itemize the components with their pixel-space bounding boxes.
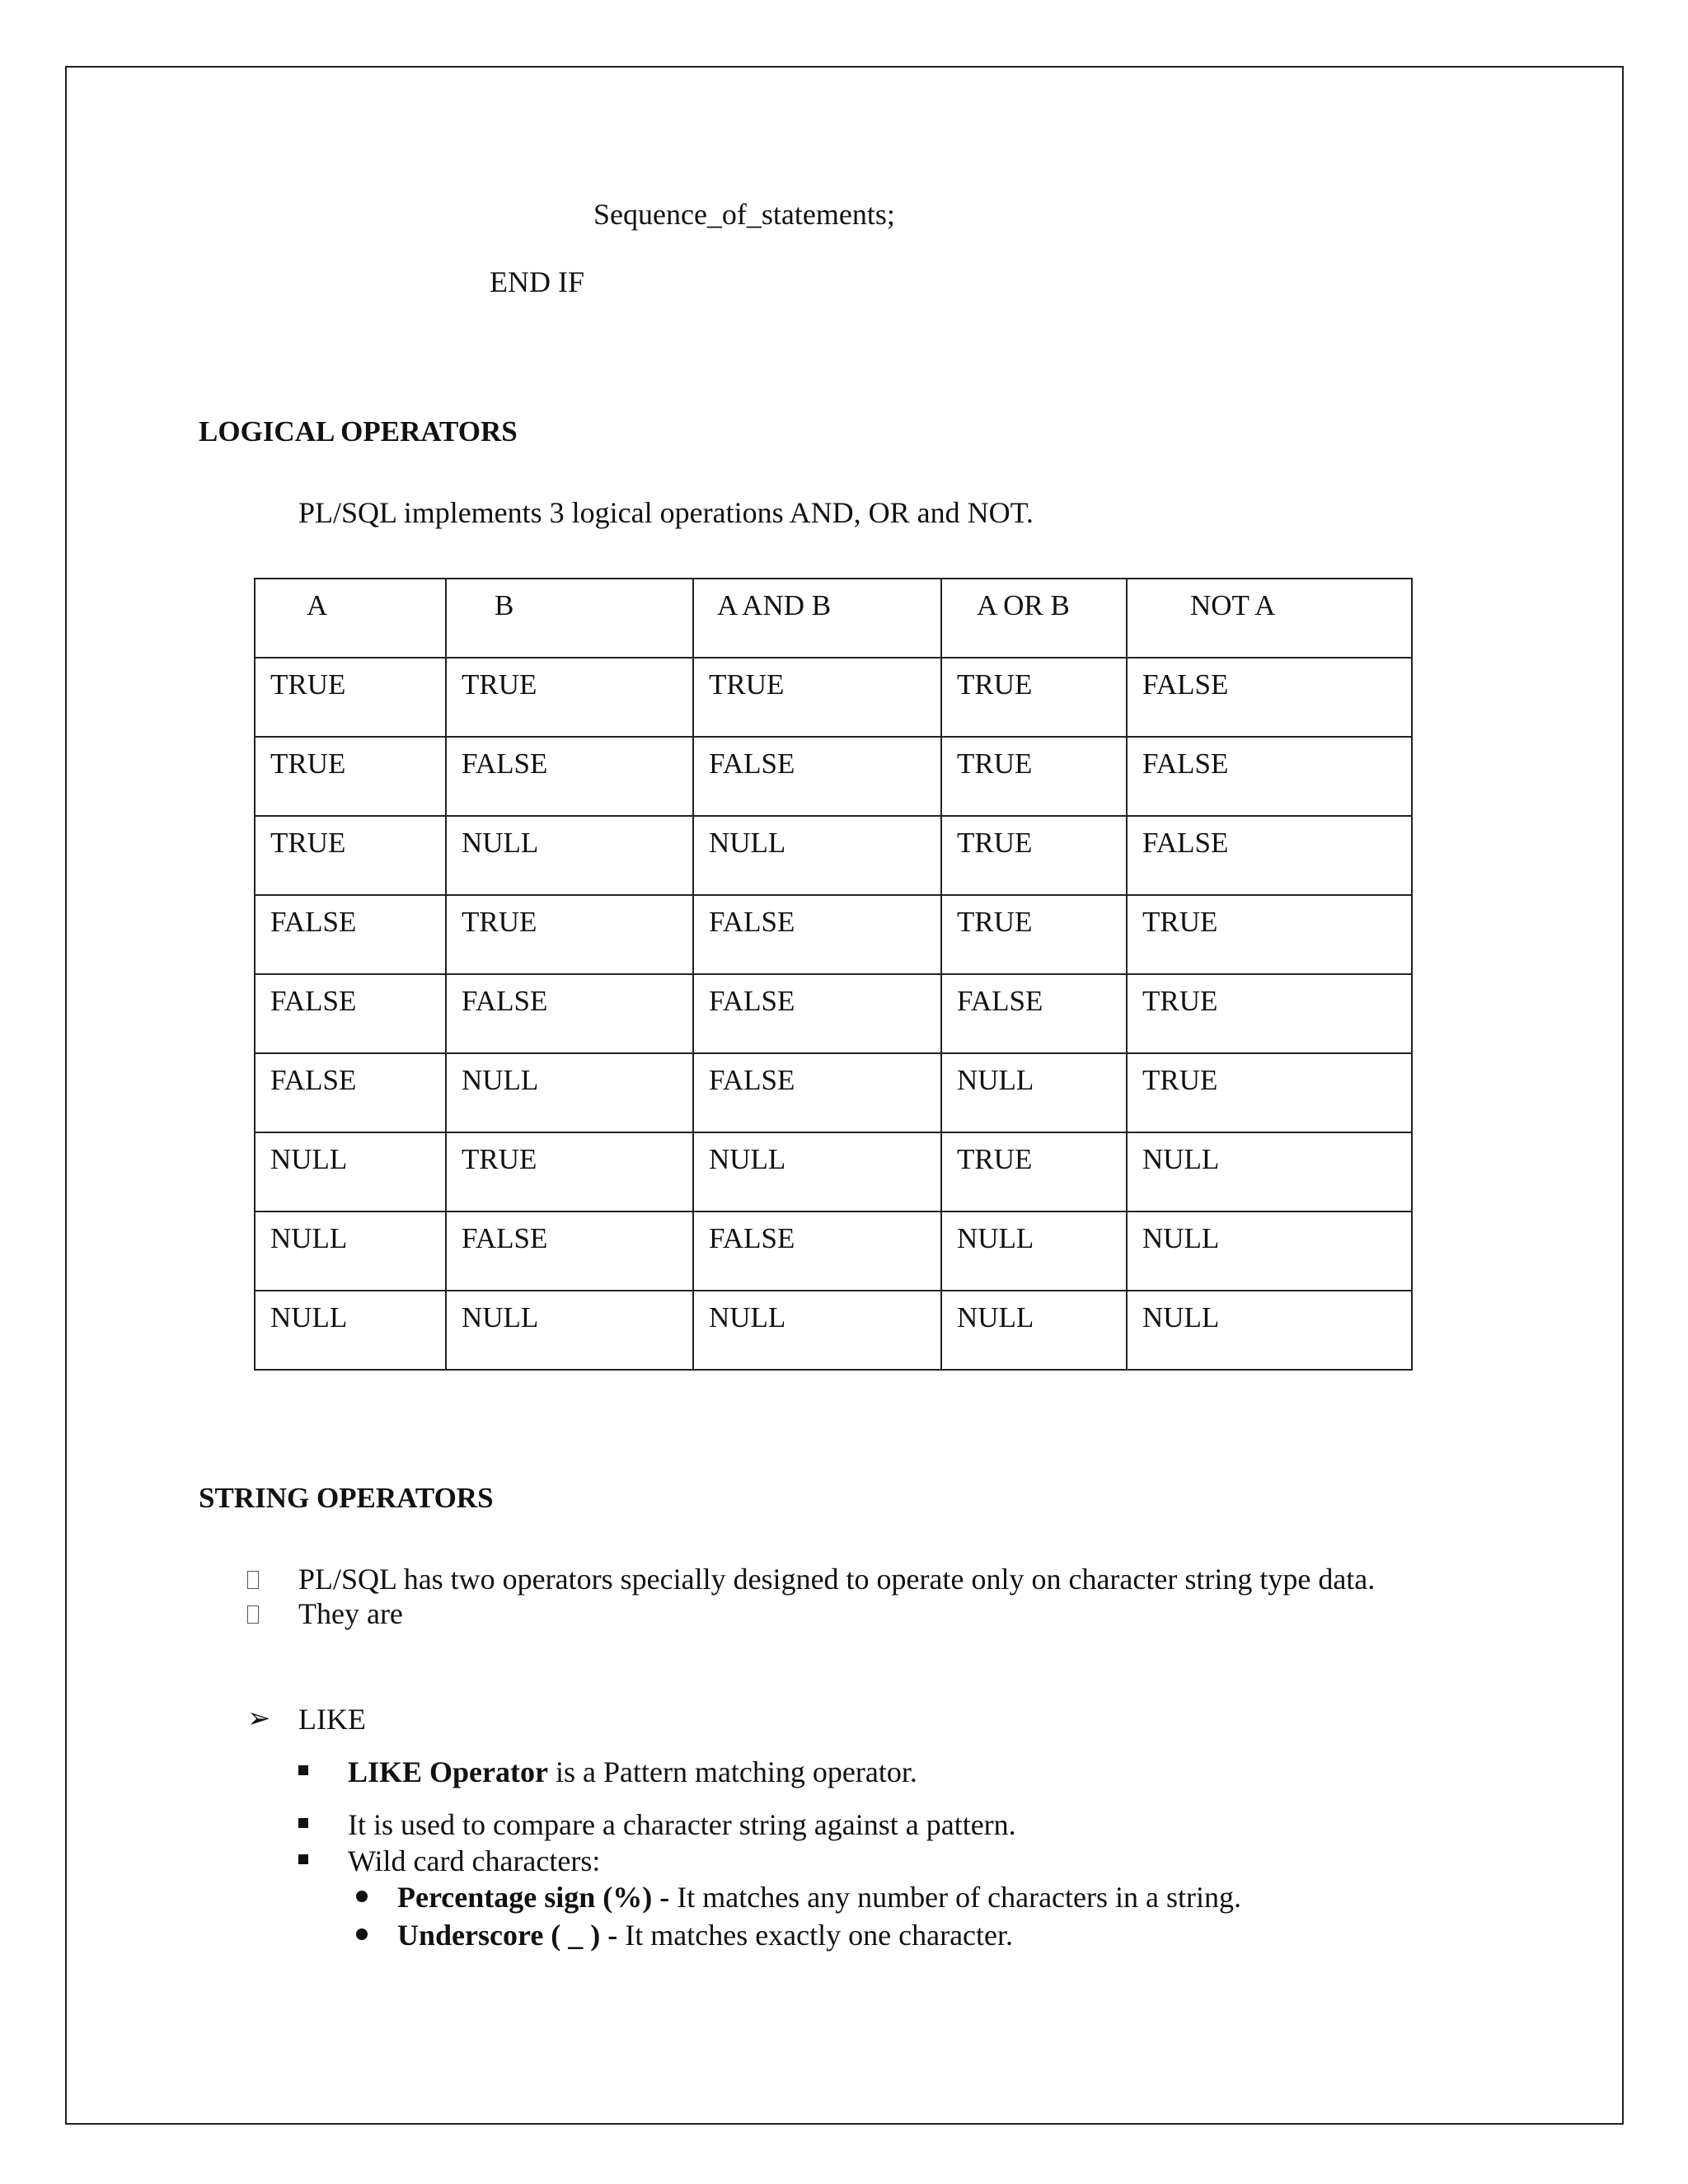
wildcard-percentage-text: It matches any number of characters in a string. — [677, 1881, 1241, 1914]
table-cell: FALSE — [255, 974, 446, 1053]
column-header-not-a: NOT A — [1127, 579, 1412, 658]
table-cell: FALSE — [693, 737, 941, 816]
string-operators-heading: STRING OPERATORS — [199, 1482, 494, 1514]
table-cell: FALSE — [255, 895, 446, 974]
table-cell: TRUE — [941, 658, 1127, 737]
square-bullet-icon — [298, 1765, 308, 1775]
like-title: LIKE — [298, 1703, 366, 1736]
table-cell: NULL — [693, 1291, 941, 1370]
table-cell: FALSE — [1127, 658, 1412, 737]
column-header-b: B — [446, 579, 693, 658]
table-row — [255, 1132, 1412, 1212]
table-cell: NULL — [941, 1291, 1127, 1370]
arrow-bullet-icon: ➢ — [247, 1704, 271, 1734]
table-row — [255, 737, 1412, 816]
table-cell: NULL — [255, 1132, 446, 1212]
like-item-2: It is used to compare a character string against a pattern. — [348, 1808, 1016, 1841]
table-cell: FALSE — [693, 1212, 941, 1291]
table-cell: FALSE — [1127, 737, 1412, 816]
table-row — [255, 816, 1412, 895]
table-cell: NULL — [941, 1212, 1127, 1291]
missing-glyph-bullet-icon — [247, 1605, 259, 1624]
code-end-if-line: END IF — [490, 265, 584, 298]
wildcard-underscore — [397, 1917, 1013, 1953]
table-row — [255, 1212, 1412, 1291]
table-cell: TRUE — [1127, 1053, 1412, 1132]
table-cell: NULL — [1127, 1212, 1412, 1291]
dot-bullet-icon — [356, 1929, 368, 1940]
table-cell: NULL — [941, 1053, 1127, 1132]
column-header-a-or-b: A OR B — [941, 579, 1127, 658]
table-cell: FALSE — [446, 737, 693, 816]
column-header-a-and-b: A AND B — [693, 579, 941, 658]
table-cell: TRUE — [1127, 974, 1412, 1053]
logical-operators-heading: LOGICAL OPERATORS — [199, 415, 518, 448]
table-cell: TRUE — [941, 737, 1127, 816]
table-cell: TRUE — [941, 816, 1127, 895]
table-row — [255, 1053, 1412, 1132]
column-header-a: A — [255, 579, 446, 658]
table-cell: NULL — [693, 816, 941, 895]
table-cell: NULL — [255, 1212, 446, 1291]
table-cell: NULL — [446, 1291, 693, 1370]
table-cell: FALSE — [446, 974, 693, 1053]
table-cell: TRUE — [693, 658, 941, 737]
square-bullet-icon — [298, 1818, 308, 1828]
table-cell: FALSE — [446, 1212, 693, 1291]
wildcard-underscore-text: It matches exactly one character. — [625, 1919, 1014, 1952]
table-cell: NULL — [446, 1053, 693, 1132]
table-cell: TRUE — [255, 737, 446, 816]
table-row — [255, 895, 1412, 974]
table-cell: TRUE — [446, 658, 693, 737]
like-item-1 — [348, 1754, 917, 1790]
table-cell: FALSE — [941, 974, 1127, 1053]
table-cell: NULL — [446, 816, 693, 895]
table-cell: FALSE — [255, 1053, 446, 1132]
truth-table-header-row — [255, 579, 1412, 658]
table-row — [255, 658, 1412, 737]
table-cell: TRUE — [941, 895, 1127, 974]
wildcard-percentage-bold: Percentage sign (%) - — [397, 1881, 678, 1914]
like-item-1-bold: LIKE Operator — [348, 1755, 548, 1788]
logical-operators-intro: PL/SQL implements 3 logical operations AND, OR and NOT. — [298, 496, 1034, 529]
table-cell: NULL — [255, 1291, 446, 1370]
table-row — [255, 1291, 1412, 1370]
like-item-1-text: is a Pattern matching operator. — [547, 1755, 917, 1788]
dot-bullet-icon — [356, 1891, 368, 1902]
table-cell: NULL — [693, 1132, 941, 1212]
table-cell: NULL — [1127, 1291, 1412, 1370]
truth-table — [254, 578, 1413, 1371]
square-bullet-icon — [298, 1854, 308, 1864]
table-cell: FALSE — [693, 974, 941, 1053]
truth-table-body — [255, 658, 1412, 1370]
missing-glyph-bullet-icon — [247, 1571, 259, 1589]
table-cell: FALSE — [693, 895, 941, 974]
like-item-3: Wild card characters: — [348, 1844, 601, 1877]
table-cell: TRUE — [446, 1132, 693, 1212]
wildcard-percentage — [397, 1879, 1241, 1915]
table-cell: NULL — [1127, 1132, 1412, 1212]
table-cell: TRUE — [255, 658, 446, 737]
table-cell: FALSE — [693, 1053, 941, 1132]
table-cell: TRUE — [255, 816, 446, 895]
wildcard-underscore-bold: Underscore ( _ ) - — [397, 1919, 626, 1952]
table-row — [255, 974, 1412, 1053]
table-cell: TRUE — [446, 895, 693, 974]
string-operators-bullet-2: They are — [298, 1597, 403, 1630]
string-operators-bullet-1: PL/SQL has two operators specially designed to operate only on character string type data. — [298, 1563, 1376, 1596]
table-cell: FALSE — [1127, 816, 1412, 895]
table-cell: TRUE — [1127, 895, 1412, 974]
code-statement-line: Sequence_of_statements; — [593, 198, 895, 231]
table-cell: TRUE — [941, 1132, 1127, 1212]
